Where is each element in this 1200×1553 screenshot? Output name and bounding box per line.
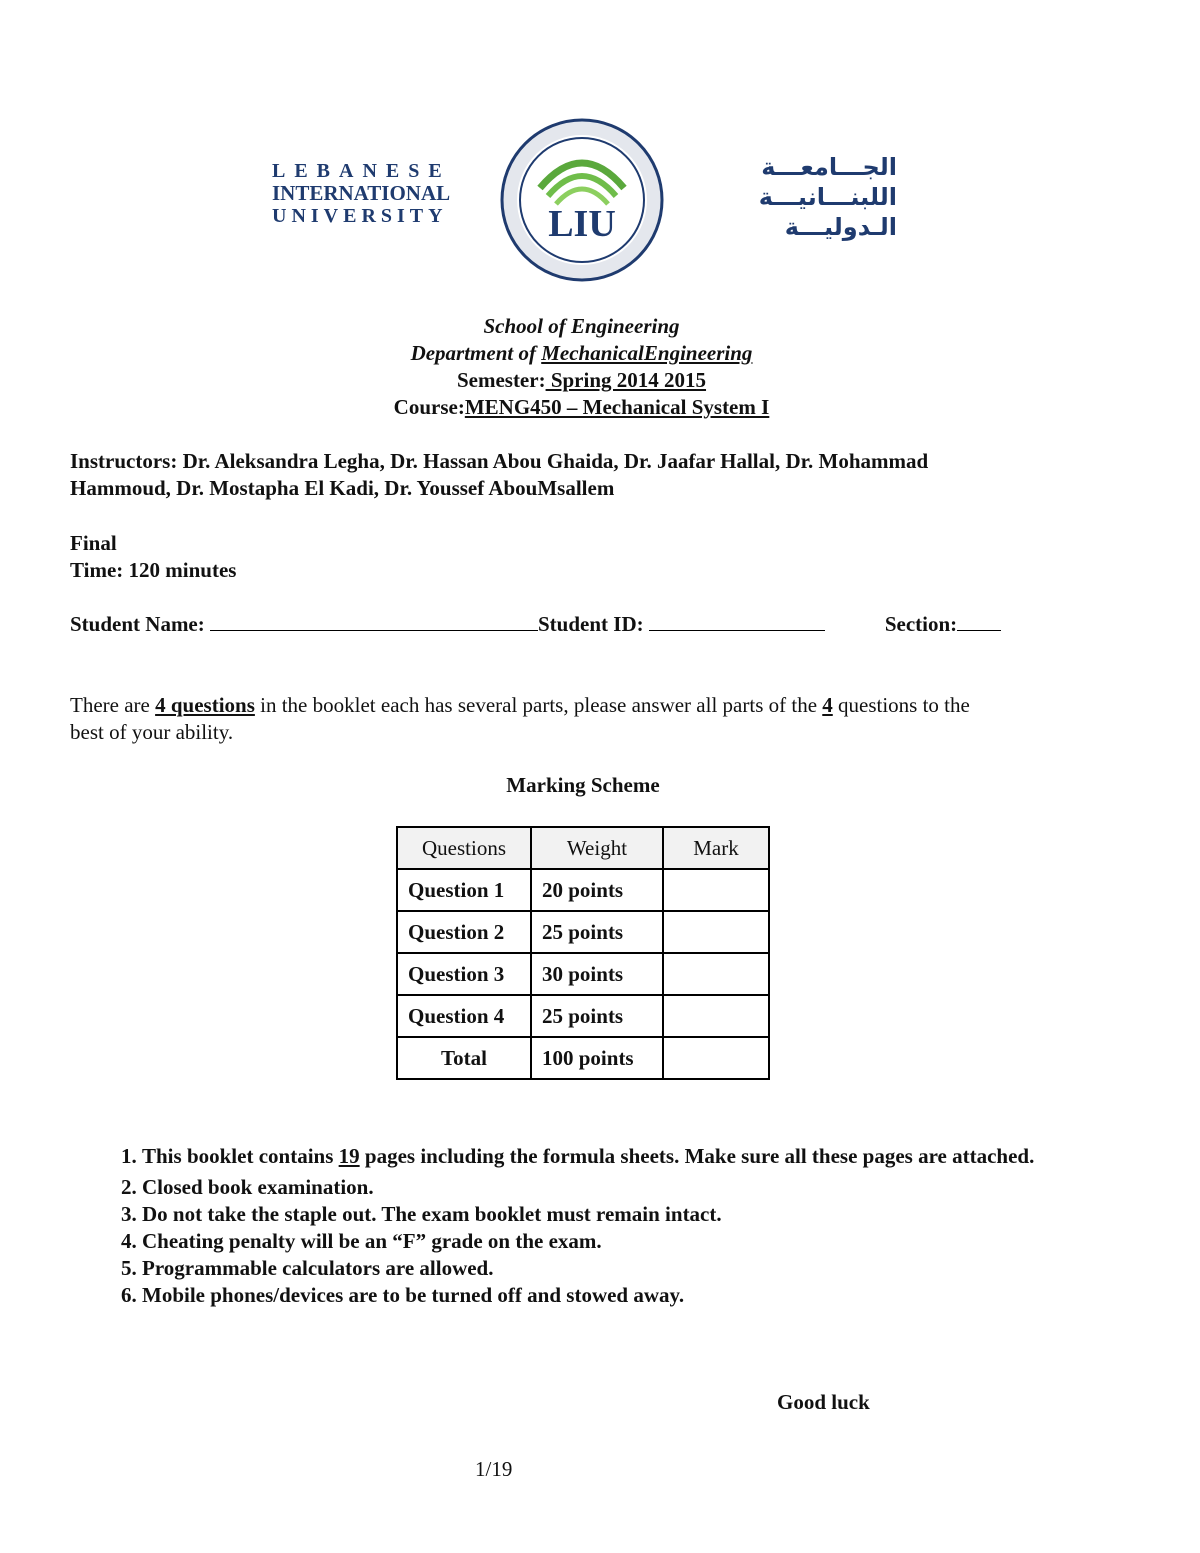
intro-part-1: There are: [70, 693, 156, 717]
arabic-line-2: اللبنـــانيـــة: [758, 183, 897, 211]
department-line: [0, 340, 1163, 367]
student-name-field[interactable]: [210, 610, 538, 631]
student-info-row: [70, 610, 1070, 638]
question-count: 4 questions: [155, 693, 255, 717]
exam-info: [70, 530, 236, 584]
wordmark-line-3: UNIVERSITY: [272, 205, 448, 228]
rule-item: 4. Cheating penalty will be an “F” grade on the exam.: [142, 1228, 1102, 1255]
marking-scheme-table: [396, 826, 770, 1080]
instructors-block: [70, 448, 1150, 502]
weight-cell: 20 points: [531, 869, 663, 911]
marking-scheme-title: Marking Scheme: [506, 773, 660, 797]
section-field[interactable]: [957, 610, 1001, 631]
semester-label: Semester:: [456, 368, 546, 392]
good-luck-text: Good luck: [777, 1390, 870, 1414]
student-id-field[interactable]: [649, 610, 825, 631]
section-label: Section:: [884, 612, 958, 636]
university-wordmark-arabic: [705, 152, 897, 242]
table-header-row: [397, 827, 769, 869]
rule-1-text-b: pages including the formula sheets. Make sure all these pages are attached.: [359, 1144, 1035, 1168]
exam-time: Time: 120 minutes: [70, 558, 237, 582]
rule-item: 3. Do not take the staple out. The exam booklet must remain intact.: [142, 1201, 1102, 1228]
mark-cell[interactable]: [663, 869, 769, 911]
page-count: 19: [338, 1144, 360, 1168]
header-questions: Questions: [397, 827, 531, 869]
arabic-line-1: الجـــامعـــة: [761, 153, 897, 181]
page-number: 1/19: [475, 1457, 513, 1481]
question-cell: Question 2: [397, 911, 531, 953]
wordmark-line-1: LEBANESE: [272, 160, 451, 182]
total-mark-cell[interactable]: [663, 1037, 769, 1079]
university-seal-logo: [500, 118, 664, 282]
student-name-label: Student Name:: [70, 612, 210, 636]
intro-paragraph: [70, 692, 1130, 746]
question-number: 4: [822, 693, 833, 717]
weight-cell: 30 points: [531, 953, 663, 995]
mark-cell[interactable]: [663, 953, 769, 995]
mark-cell[interactable]: [663, 995, 769, 1037]
question-cell: Question 3: [397, 953, 531, 995]
rule-item: 5. Programmable calculators are allowed.: [142, 1255, 1102, 1282]
intro-part-2: in the booklet each has several parts, please answer all parts of the: [254, 693, 823, 717]
course-value: MENG450 – Mechanical System I: [464, 395, 770, 419]
total-label: Total: [397, 1037, 531, 1079]
course-label: Course:: [393, 395, 465, 419]
instructors-line-1: Instructors: Dr. Aleksandra Legha, Dr. Hassan Abou Ghaida, Dr. Jaafar Hallal, Dr. Mohammad: [70, 449, 929, 473]
instructors-line-2: Hammoud, Dr. Mostapha El Kadi, Dr. Youssef AbouMsallem: [70, 476, 615, 500]
arabic-line-3: الـدوليـــة: [784, 213, 897, 241]
school-name: School of Engineering: [483, 314, 680, 338]
semester-value: Spring 2014 2015: [545, 368, 707, 392]
department-prefix: Department of: [410, 341, 542, 365]
exam-heading: [0, 313, 1163, 421]
table-row: [397, 953, 769, 995]
header-weight: Weight: [531, 827, 663, 869]
rule-item: [142, 1143, 1102, 1170]
weight-cell: 25 points: [531, 995, 663, 1037]
question-cell: Question 4: [397, 995, 531, 1037]
header-mark: Mark: [663, 827, 769, 869]
exam-type: Final: [70, 531, 117, 555]
intro-line-1: [70, 692, 1130, 719]
table-row: [397, 995, 769, 1037]
course-line: [0, 394, 1163, 421]
exam-rules-list: [104, 1143, 1102, 1309]
rule-item: 2. Closed book examination.: [142, 1174, 1102, 1201]
question-cell: Question 1: [397, 869, 531, 911]
student-id-label: Student ID:: [538, 612, 649, 636]
table-total-row: [397, 1037, 769, 1079]
intro-line-2: best of your ability.: [70, 720, 234, 744]
rule-1-text-a: This booklet contains: [142, 1144, 339, 1168]
department-name: MechanicalEngineering: [541, 341, 753, 365]
intro-part-3: questions to the: [832, 693, 970, 717]
mark-cell[interactable]: [663, 911, 769, 953]
rule-item: 6. Mobile phones/devices are to be turned off and stowed away.: [142, 1282, 1102, 1309]
wordmark-line-2: INTERNATIONAL: [272, 181, 451, 205]
seal-lettering: LIU: [548, 203, 616, 245]
weight-cell: 25 points: [531, 911, 663, 953]
table-row: [397, 911, 769, 953]
total-weight: 100 points: [531, 1037, 663, 1079]
table-row: [397, 869, 769, 911]
university-wordmark-english: [272, 160, 462, 227]
semester-line: [0, 367, 1163, 394]
